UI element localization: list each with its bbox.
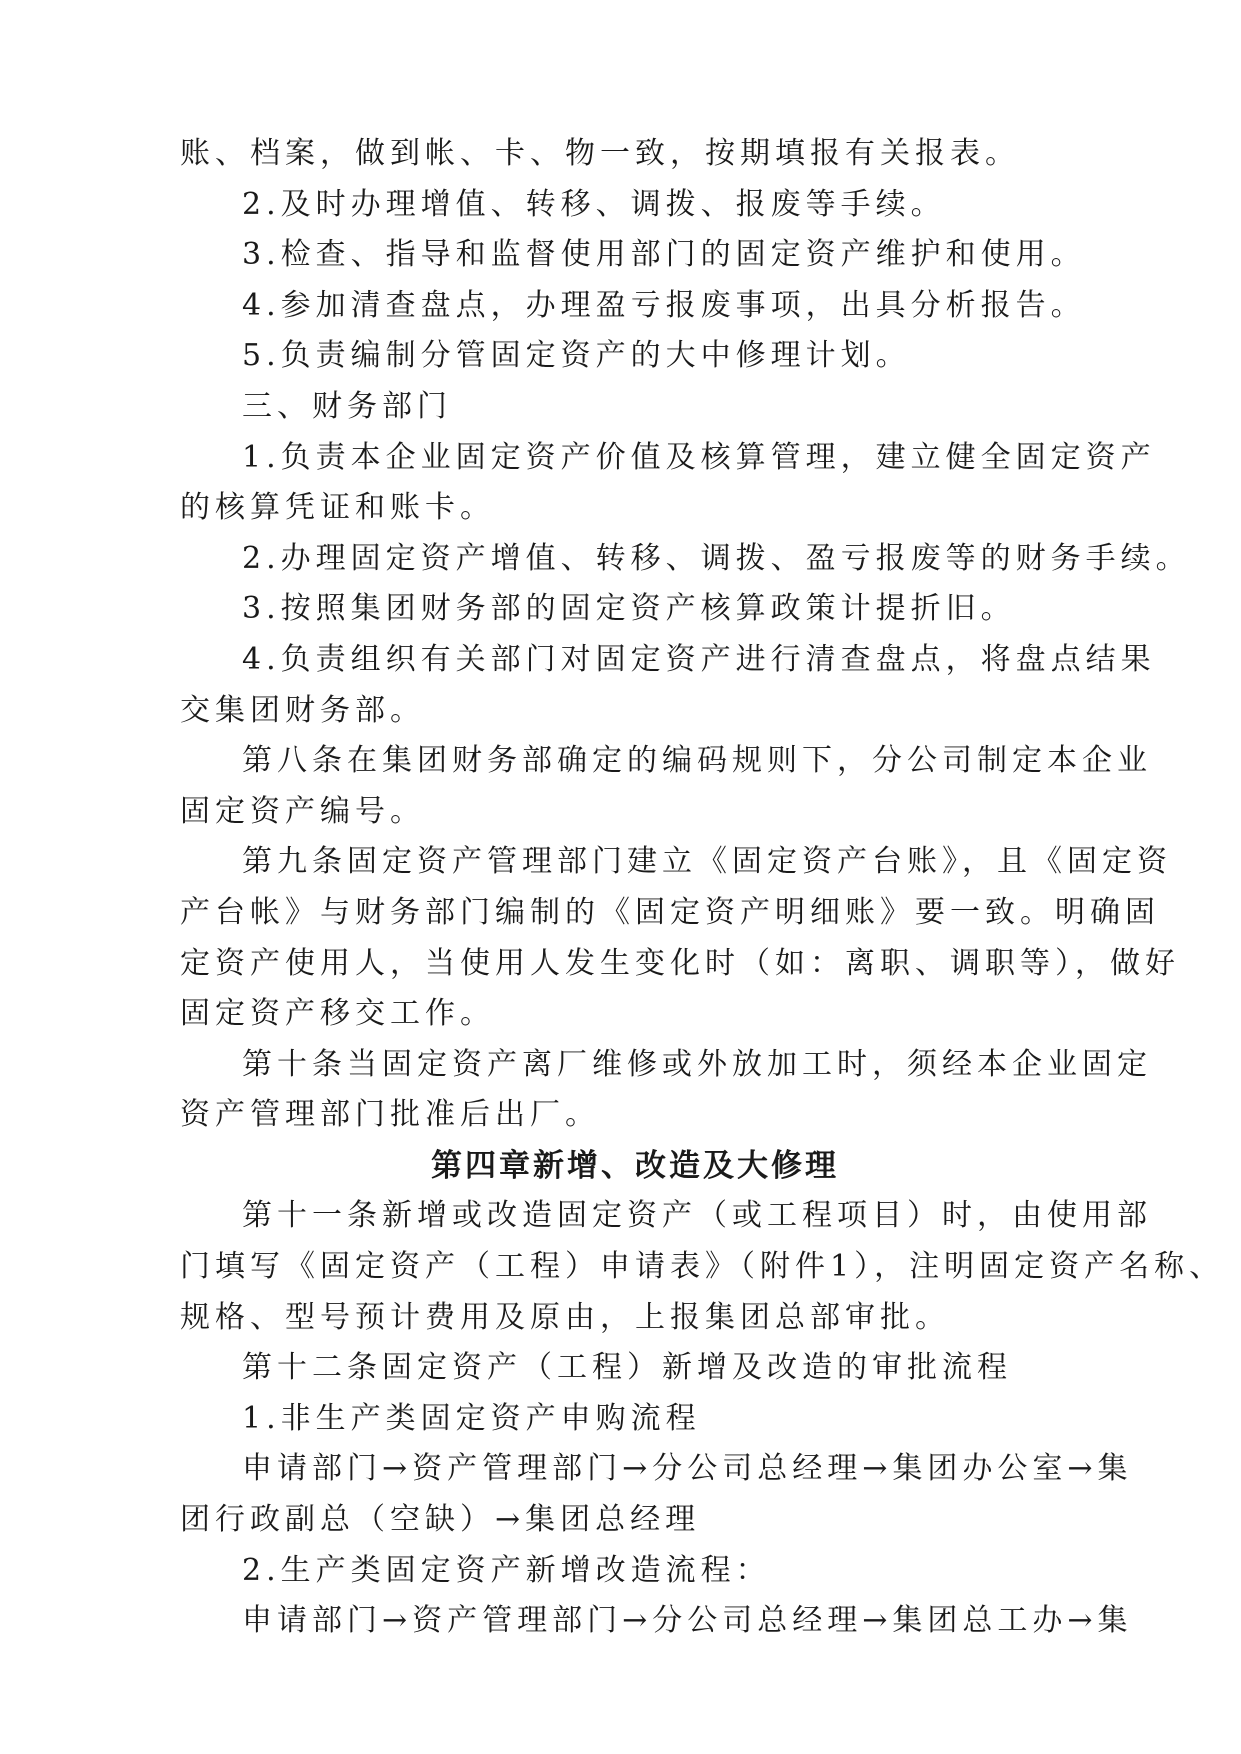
- document-body: [180, 129, 1225, 1647]
- paragraph-line: 第十一条新增或改造固定资产（或工程项目）时，由使用部: [242, 1198, 1152, 1234]
- paragraph-line: 第十二条固定资产（工程）新增及改造的审批流程: [242, 1350, 1012, 1386]
- paragraph-line: 1.非生产类固定资产申购流程: [242, 1400, 701, 1436]
- paragraph-line: 第九条固定资产管理部门建立《固定资产台账》，且《固定资: [242, 844, 1172, 880]
- paragraph-line: 2.及时办理增值、转移、调拨、报废等手续。: [242, 186, 946, 222]
- paragraph-line: 规格、型号预计费用及原由，上报集团总部审批。: [180, 1299, 950, 1335]
- paragraph-line: 申请部门→资产管理部门→分公司总经理→集团总工办→集: [242, 1603, 1133, 1639]
- paragraph-line: 三、财务部门: [242, 388, 452, 424]
- paragraph-line: 3.按照集团财务部的固定资产核算政策计提折旧。: [242, 591, 1016, 627]
- paragraph-line: 团行政副总（空缺）→集团总经理: [180, 1502, 701, 1538]
- paragraph-line: 5.负责编制分管固定资产的大中修理计划。: [242, 338, 911, 374]
- paragraph-line: 门填写《固定资产（工程）申请表》（附件1），注明固定资产名称、: [180, 1249, 1225, 1285]
- paragraph-line: 资产管理部门批准后出厂。: [180, 1097, 600, 1133]
- paragraph-line: 定资产使用人，当使用人发生变化时（如：离职、调职等），做好: [180, 945, 1180, 981]
- paragraph-line: 账、档案，做到帐、卡、物一致，按期填报有关报表。: [180, 136, 1020, 171]
- chapter-heading: 第四章新增、改造及大修理: [431, 1147, 839, 1184]
- paragraph-line: 3.检查、指导和监督使用部门的固定资产维护和使用。: [242, 237, 1086, 273]
- paragraph-line: 固定资产移交工作。: [180, 996, 495, 1032]
- paragraph-line: 交集团财务部。: [180, 692, 425, 728]
- paragraph-line: 4.负责组织有关部门对固定资产进行清查盘点，将盘点结果: [242, 641, 1156, 677]
- paragraph-line: 第八条在集团财务部确定的编码规则下，分公司制定本企业: [242, 743, 1152, 779]
- paragraph-line: 固定资产编号。: [180, 793, 425, 829]
- paragraph-line: 2.办理固定资产增值、转移、调拨、盈亏报废等的财务手续。: [242, 540, 1191, 576]
- paragraph-line: 的核算凭证和账卡。: [180, 490, 495, 526]
- paragraph-line: 2.生产类固定资产新增改造流程：: [242, 1552, 771, 1588]
- paragraph-line: 4.参加清查盘点，办理盈亏报废事项，出具分析报告。: [242, 287, 1086, 323]
- paragraph-line: 1.负责本企业固定资产价值及核算管理，建立健全固定资产: [242, 439, 1156, 475]
- paragraph-line: 申请部门→资产管理部门→分公司总经理→集团办公室→集: [242, 1451, 1133, 1487]
- paragraph-line: 产台帐》与财务部门编制的《固定资产明细账》要一致。明确固: [180, 894, 1160, 930]
- paragraph-line: 第十条当固定资产离厂维修或外放加工时，须经本企业固定: [242, 1046, 1152, 1082]
